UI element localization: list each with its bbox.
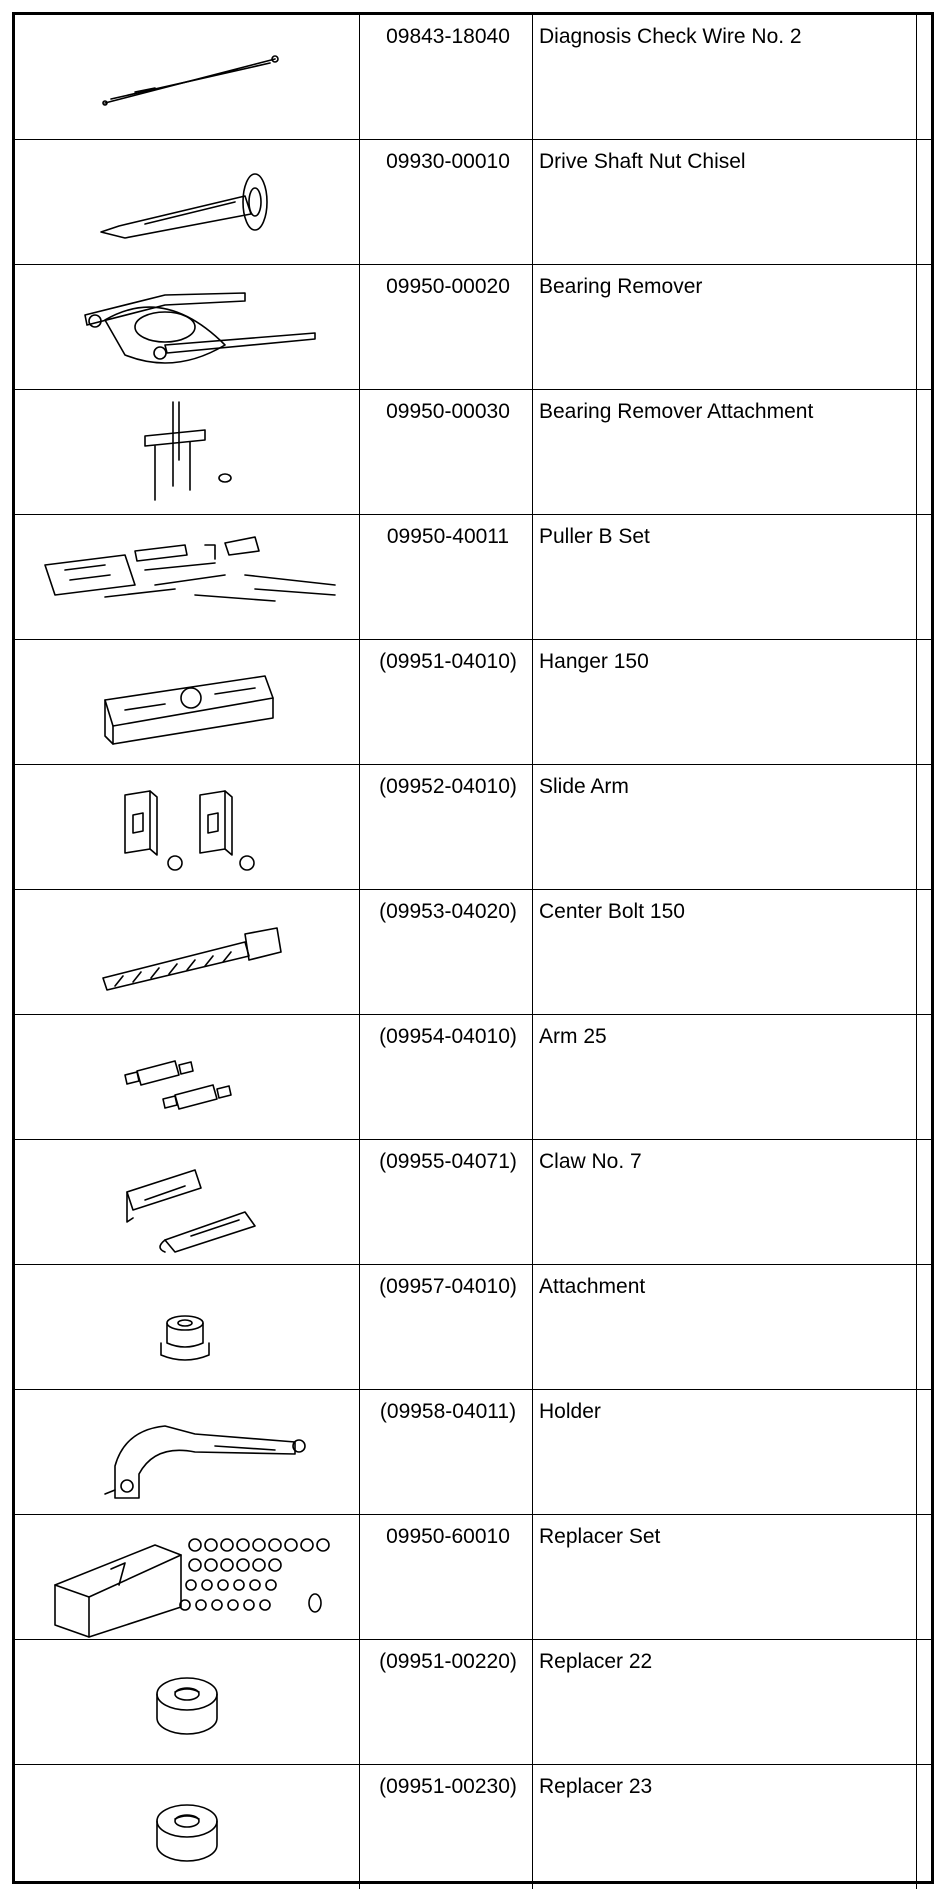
table-row [15,890,932,1015]
part-number: 09930-00010 [360,140,533,265]
tool-name: Replacer 22 [533,1640,917,1765]
tool-name: Slide Arm [533,765,917,890]
table-row [15,265,932,390]
table-row [15,140,932,265]
table-row [15,1265,932,1390]
tool-name: Replacer Set [533,1515,917,1640]
part-number: (09951-00230) [360,1765,533,1890]
tool-name: Arm 25 [533,1015,917,1140]
tool-name: Replacer 23 [533,1765,917,1890]
tool-image-cell [15,15,360,140]
tool-name: Puller B Set [533,515,917,640]
replacer-set-icon [15,1515,359,1639]
tool-table [15,15,932,1889]
table-row [15,765,932,890]
replacer-ring-icon [15,1765,359,1889]
table-row [15,1140,932,1265]
tool-name: Bearing Remover [533,265,917,390]
table-row [15,1765,932,1890]
table-row [15,390,932,515]
arm-icon [15,1015,359,1139]
check-wire-icon [15,15,359,139]
tool-name: Center Bolt 150 [533,890,917,1015]
claw-icon [15,1140,359,1264]
holder-icon [15,1390,359,1514]
part-number: 09843-18040 [360,15,533,140]
part-number: (09954-04010) [360,1015,533,1140]
part-number: (09951-00220) [360,1640,533,1765]
tool-table-sheet [12,12,934,1884]
part-number: 09950-60010 [360,1515,533,1640]
part-number: (09951-04010) [360,640,533,765]
tool-name: Diagnosis Check Wire No. 2 [533,15,917,140]
slide-arm-icon [15,765,359,889]
replacer-pieces [180,1539,329,1612]
table-row [15,1015,932,1140]
part-number: (09952-04010) [360,765,533,890]
tool-name: Attachment [533,1265,917,1390]
table-row [15,1515,932,1640]
part-number: (09958-04011) [360,1390,533,1515]
tool-name: Hanger 150 [533,640,917,765]
puller-set-icon [15,515,359,639]
part-number: 09950-40011 [360,515,533,640]
tool-name: Bearing Remover Attachment [533,390,917,515]
table-row [15,15,932,140]
tool-name: Drive Shaft Nut Chisel [533,140,917,265]
part-number: (09953-04020) [360,890,533,1015]
part-number: 09950-00030 [360,390,533,515]
table-row [15,515,932,640]
tool-name: Holder [533,1390,917,1515]
replacer-ring-icon [15,1640,359,1764]
attachment-pins-icon [15,390,359,514]
bearing-remover-icon [15,265,359,389]
tool-name: Claw No. 7 [533,1140,917,1265]
attachment-icon [15,1265,359,1389]
table-row [15,640,932,765]
table-row [15,1640,932,1765]
hanger-icon [15,640,359,764]
part-number: (09957-04010) [360,1265,533,1390]
part-number: (09955-04071) [360,1140,533,1265]
part-number: 09950-00020 [360,265,533,390]
chisel-icon [15,140,359,264]
table-row [15,1390,932,1515]
center-bolt-icon [15,890,359,1014]
